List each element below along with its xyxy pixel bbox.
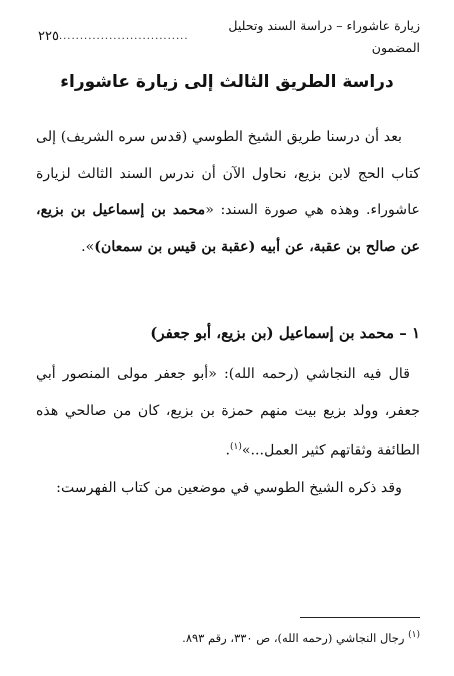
page-number: ٢٢٥: [38, 29, 59, 44]
footnote-text: رجال النجاشي (رحمه الله)، ص ٣٣٠، رقم ٨٩٣.: [182, 630, 405, 645]
footnote-divider: [300, 617, 420, 618]
paragraph-2: [36, 356, 420, 469]
chain-of-narration: محمد بن إسماعيل بن بزيع، عن صالح بن عقبة، عن أبيه (عقبة بن قيس بن سمعان): [36, 202, 420, 255]
header-leader-dots: ...............................: [58, 31, 189, 42]
running-title: زيارة عاشوراء – دراسة السند وتحليل المضمون: [228, 18, 420, 55]
paragraph-1-text: بعد أن درسنا طريق الشيخ الطوسي (قدس سره الشريف) إلى كتاب الحج لابن بزيع، نحاول الآن أن ندرس السند الثالث لزيارة عاشوراء. وهذه هي صورة السند: «: [36, 129, 420, 218]
paragraph-1: [36, 119, 420, 265]
paragraph-1-tail: ».: [81, 238, 95, 255]
footnote-reference: (١): [229, 442, 242, 452]
section-heading: ١ – محمد بن إسماعيل (بن بزيع، أبو جعفر): [150, 324, 420, 342]
footnote: [36, 626, 420, 647]
footnote-marker: (١): [408, 630, 420, 640]
paragraph-2-end: .: [225, 442, 230, 459]
paragraph-3: وقد ذكره الشيخ الطوسي في موضعين من كتاب الفهرست:: [56, 480, 402, 496]
page-title: دراسة الطريق الثالث إلى زيارة عاشوراء: [60, 72, 394, 92]
paragraph-2-text: قال فيه النجاشي (رحمه الله): «أبو جعفر مولى المنصور أبي جعفر، وولد بزيع بيت منهم حمزة بن بزيع، كان من صالحي هذه الطائفة وثقاتهم كثير العمل...»: [36, 366, 420, 459]
running-header: [38, 18, 420, 55]
